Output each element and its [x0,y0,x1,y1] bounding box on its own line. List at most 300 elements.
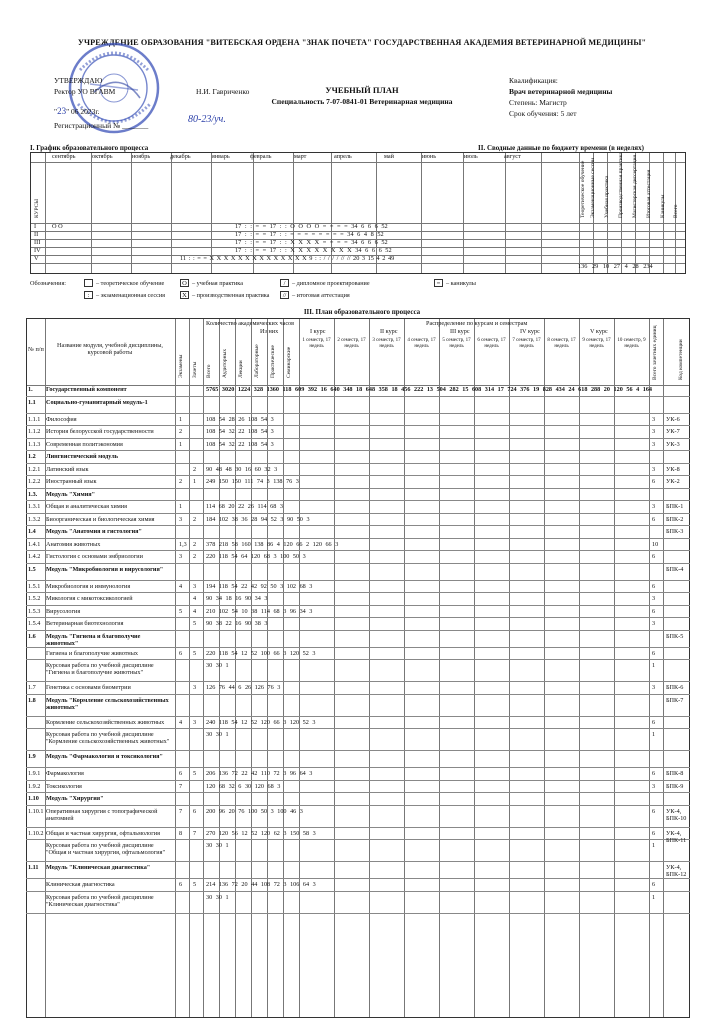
course-II: II [34,231,39,238]
row-code: БПК-8 [666,770,684,777]
row-zet: 1 [652,893,656,901]
row-exams: 3 [179,515,183,523]
plan-row [26,660,690,682]
month-oct: октябрь [92,153,113,160]
col-no: № п/п [28,346,44,353]
plan-row [26,464,690,477]
row-values: 90 38 22 16 90 38 3 [206,620,268,627]
plan-row [26,476,690,489]
row-zet: 6 [652,770,656,777]
col-distribution: Распределение по курсам и семестрам [426,320,528,327]
row-name: Модуль "Фармакология и токсикология" [46,753,163,760]
row-tests: 5 [193,881,197,888]
row-values: 90 48 48 30 16 60 32 3 [206,465,278,473]
row-name: Модуль "Гигиена и благополучие животных" [46,632,141,647]
row-values: 5765 3020 1224 328 1360 118 609 392 16 640 348 18 648 358 18 456 222 13 504 282 15 608 314 17 724 376 19 828 434 24 618 288 20 120 56 4 164 [206,386,653,393]
row-name: Государственный компонент [46,386,127,393]
month-sep: сентябрь [52,153,76,160]
month-dec: декабрь [170,153,191,160]
row-tests: 6 [193,807,197,815]
plan-row [26,631,690,648]
plan-rows [26,384,690,1018]
legend [30,278,690,302]
row-values: 30 30 1 [206,842,229,849]
row-values: 108 54 32 22 108 54 3 [206,440,274,448]
col-name: Название модуля, учебной дисциплины, курсовой работы [57,342,163,356]
sem-6: 6 семестр, 17 недель [477,338,506,349]
row-code: УК-6 [666,415,680,423]
budget-col-thesis: Магистерская диссертация [632,154,638,218]
row-no: 1.8 [28,696,36,704]
row-code: БПК-1 [666,503,684,510]
plan-row [26,514,690,527]
col-lect: Лекции [238,360,244,378]
row-tests: 4 [193,595,197,602]
plan-row [26,717,690,730]
row-name: Социально-гуманитарный модуль-1 [46,398,148,406]
row-zet: 1 [652,662,656,669]
row-no: 1.2.1 [28,465,41,473]
row-zet: 6 [652,807,656,815]
row-name: Модуль "Химия" [46,490,96,498]
row-exams: 7 [179,782,183,790]
course-V-tail: 11 : : = = Х Х Х Х Х Х Х Х Х Х Х Х Х Х 9 : : / / / / // // 20 3 15 4 2 49 [180,255,395,262]
section2-title: II. Сводные данные по бюджету времени (в неделях) [478,144,644,152]
row-tests: 3 [193,684,197,691]
row-no: 1.3.2 [28,515,41,523]
sem-5: 5 семестр, 17 недель [442,338,471,349]
row-values: 30 30 1 [206,731,229,738]
budget-col-holidays: Каникулы [660,194,666,218]
row-values: 200 96 20 76 100 50 3 100 46 3 [206,807,303,815]
row-no: 1.5.2 [28,595,41,602]
row-exams: 4 [179,582,183,590]
row-name: Токсикология [46,782,82,790]
qualification-value: Врач ветеринарной медицины [509,87,613,96]
plan-row [26,501,690,514]
row-name: Ветеринарная биотехнология [46,620,124,627]
row-zet: 3 [652,684,656,691]
row-name: Курсовая работа по учебной дисциплине "Кормление сельскохозяйственных животных" [46,731,170,745]
row-no: 1.3. [28,490,38,498]
row-name: История белорусской государственности [46,428,154,435]
row-tests: 3 [193,582,197,590]
plan-row [26,606,690,619]
plan-title: УЧЕБНЫЙ ПЛАН [325,85,399,95]
row-name: Общая и аналитическая химия [46,503,127,510]
plan-row [26,862,690,879]
legend-edu: – учебная практика [192,280,243,287]
plan-row [26,751,690,768]
plan-row [26,414,690,427]
row-exams: 1,3 [179,540,187,548]
legend-diploma: – дипломное проектирование [292,280,370,287]
row-name: Гигиена и благополучие животных [46,649,138,657]
row-zet: 6 [652,649,656,657]
row-exams: 5 [179,607,183,615]
row-code: БПК-3 [666,528,684,535]
row-name: Микология с микотоксикологией [46,595,133,602]
row-zet: 3 [652,595,656,602]
row-values: 270 120 56 12 52 120 62 3 150 58 3 [206,829,316,837]
plan-row [26,729,690,751]
plan-row [26,695,690,717]
plan-row [26,539,690,552]
legend-exam-box: : [84,291,93,299]
course-2: II курс [380,328,398,335]
row-zet: 10 [652,540,659,548]
row-name: Генетика с основами биометрии [46,684,131,691]
row-values: 210 102 54 10 38 114 68 3 96 34 3 [206,607,313,615]
month-nov: ноябрь [132,153,151,160]
budget-col-attestation: Итоговая аттестация [646,169,652,218]
sem-2: 2 семестр, 17 недель [337,338,366,349]
row-zet: 1 [652,731,656,738]
row-values: 220 118 54 64 120 68 3 100 50 3 [206,553,306,560]
registration-label: Регистрационный № _______ [54,121,149,130]
row-code: УК-7 [666,428,680,435]
row-tests: 2 [193,465,197,473]
row-values: 114 68 20 22 26 114 68 3 [206,503,283,510]
legend-exam: – экзаменационная сессия [96,292,165,299]
row-no: 1.1.1 [28,415,41,423]
row-name: Клиническая диагностика [46,881,115,888]
specialty: Специальность 7-07-0841-01 Ветеринарная медицина [271,97,453,106]
row-zet: 1 [652,842,656,849]
budget-col-prod-practice: Производственная практика [618,152,624,218]
row-no: 1.10.2 [28,829,44,837]
plan-header [26,318,690,384]
row-tests: 1 [193,478,197,485]
row-exams: 3 [179,553,183,560]
row-values: 108 54 28 26 108 54 3 [206,415,274,423]
plan-row [26,781,690,794]
row-no: 1.11 [28,864,39,871]
plan-row [26,451,690,464]
row-no: 1.3.1 [28,503,41,510]
plan-row [26,618,690,631]
courses-label: КУРСЫ [34,198,40,218]
row-no: 1.6 [28,632,36,640]
row-code: БПК-2 [666,515,684,523]
col-tests: Зачеты [192,361,198,378]
row-name: Курсовая работа по учебной дисциплине "Гигиена и благополучие животных" [46,662,154,676]
plan-row [26,397,690,414]
row-zet: 6 [652,607,656,615]
row-values: 220 118 54 12 52 100 66 3 120 52 3 [206,649,316,657]
course-IV-tail: 17 : : = = 17 : : Х Х Х Х Х Х Х Х 34 6 6 6 52 [235,247,392,254]
legend-prod-box: Х [180,291,189,299]
budget-headers [578,152,688,220]
row-zet: 3 [652,503,656,510]
row-zet: 3 [652,465,656,473]
row-name: Фармакология [46,770,84,777]
row-values: 378 218 58 160 138 86 4 120 66 2 120 66 3 [206,540,339,548]
row-name: Курсовая работа по учебной дисциплине "Общая и частная хирургия, офтальмология" [46,842,165,856]
row-exams: 4 [179,718,183,726]
row-exams: 7 [179,807,183,815]
row-tests: 4 [193,607,197,615]
row-code: УК-8 [666,465,680,473]
budget-total-row: 136 29 10 27 4 28 234 [578,263,653,270]
row-values: 194 118 54 22 42 92 50 3 102 68 3 [206,582,313,590]
row-no: 1.5.3 [28,607,41,615]
row-exams: 8 [179,829,183,837]
course-4: IV курс [520,328,540,335]
plan-row [26,682,690,695]
approve-date [54,107,99,116]
plan-row [26,439,690,452]
row-code: УК-2 [666,478,680,485]
legend-edu-box: О [180,279,189,287]
row-name: Оперативная хирургия с топографической анатомией [46,807,158,822]
course-I: I [34,223,37,230]
row-name: Модуль "Хирургия" [46,795,104,802]
plan-row [26,551,690,564]
row-values: 30 30 1 [206,893,229,901]
course-V: V [34,255,39,262]
plan-row [26,593,690,606]
row-tests: 2 [193,553,197,560]
month-may: май [384,153,394,160]
col-total: Всего [206,364,212,378]
section3-title: III. План образовательного процесса [303,308,421,316]
row-no: 1.5.1 [28,582,41,590]
course-5: V курс [590,328,608,335]
course-III-tail: 17 : : = = 17 : : Х Х Х Х = = = = 34 6 6 6 52 [235,239,388,246]
col-aud: Аудиторных [222,348,228,378]
month-mar: март [294,153,307,160]
sem-4: 4 семестр, 17 недель [407,338,436,349]
row-values: 30 30 1 [206,662,229,669]
row-tests: 5 [193,770,197,777]
row-name: Курсовая работа по учебной дисциплине "Клиническая диагностика" [46,893,154,908]
row-name: Вирусология [46,607,81,615]
sem-8: 8 семестр, 17 недель [547,338,576,349]
row-no: 1.9.1 [28,770,41,777]
month-jan: январь [212,153,230,160]
legend-holidays-box: = [434,279,443,287]
study-term: Срок обучения: 5 лет [509,109,577,118]
rector-label: Ректор УО ВГАВМ [54,87,116,96]
plan-row [26,879,690,892]
row-tests: 5 [193,649,197,657]
row-no: 1.2 [28,453,36,460]
row-exams: 2 [179,428,183,435]
row-no: 1. [28,386,33,393]
row-exams: 6 [179,770,183,777]
rector-name: Н.И. Гавриченко [196,87,250,96]
row-code: УК-4, БПК-11 [666,829,687,844]
legend-holidays: – каникулы [446,280,476,287]
row-code: БПК-6 [666,684,684,691]
row-no: 1.5.4 [28,620,41,627]
plan-row [26,828,690,844]
plan-row [26,768,690,781]
plan-row [26,892,690,914]
row-no: 1.4.2 [28,553,41,560]
col-sem: Семинарские [286,346,292,378]
sem-3: 3 семестр, 17 недель [372,338,401,349]
date-day: 23 [57,106,67,116]
legend-prod: – производственная практика [192,292,270,299]
course-I-marks: О О [52,223,63,230]
plan-row [26,840,690,862]
row-name: Модуль "Кормление сельскохозяйственных животных" [46,696,169,711]
row-no: 1.7 [28,684,36,691]
row-zet: 3 [652,782,656,790]
row-zet: 3 [652,440,656,448]
col-zet: Всего зачетных единиц [652,325,658,380]
sem-9: 9 семестр, 17 недель [582,338,611,349]
row-no: 1.5 [28,565,36,573]
legend-attest: – итоговая аттестация [292,292,350,299]
course-III: III [34,239,41,246]
row-zet: 3 [652,620,656,627]
degree: Степень: Магистр [509,98,567,107]
row-code: БПК-7 [666,696,684,704]
course-IV: IV [34,247,41,254]
row-values: 214 136 72 20 44 108 72 3 106 64 3 [206,881,316,888]
course-I-tail: 17 : : = = 17 : : О О О О = = = = 34 6 6 6 52 [235,223,388,230]
month-aug: август [504,153,521,160]
row-values: 108 54 32 22 108 54 3 [206,428,274,435]
qualification-label: Квалификация: [509,76,558,85]
date-prefix: " [54,107,58,116]
row-values: 206 136 72 22 42 110 72 3 96 64 3 [206,770,313,777]
legend-diploma-box: / [280,279,289,287]
row-name: Кормление сельскохозяйственных животных [46,718,165,726]
row-zet: 6 [652,881,656,888]
row-zet: 6 [652,829,656,837]
row-no: 1.9.2 [28,782,41,790]
row-exams: 6 [179,649,183,657]
course-II-tail: 17 : : = = 17 : : = = = = = = = = 34 6 4 8 52 [235,231,384,238]
sem-1: 1 семестр, 17 недель [302,338,331,349]
row-no: 1.10.1 [28,807,44,815]
row-name: Микробиология и иммунология [46,582,131,590]
row-values: 184 102 38 36 28 94 52 3 90 50 3 [206,515,310,523]
row-tests: 7 [193,829,197,837]
row-tests: 2 [193,515,197,523]
row-name: Модуль "Анатомия и гистология" [46,528,142,535]
row-code: УК-3 [666,440,680,448]
plan-row [26,564,690,581]
budget-col-total: Всего [673,204,679,218]
row-name: Иностранный язык [46,478,97,485]
course-3: III курс [450,328,470,335]
sem-7: 7 семестр, 17 недель [512,338,541,349]
plan-row [26,581,690,594]
months-row [44,152,584,162]
row-name: Общая и частная хирургия, офтальмология [46,829,160,837]
row-code: БПК-9 [666,782,684,790]
row-name: Латинский язык [46,465,89,473]
row-zet: 6 [652,582,656,590]
row-zet: 6 [652,515,656,523]
row-name: Философия [46,415,77,423]
row-exams: 6 [179,881,183,888]
plan-row [26,806,690,828]
date-rest: " 06 2023г. [66,107,100,116]
row-exams: 1 [179,415,183,423]
row-zet: 3 [652,415,656,423]
row-tests: 3 [193,718,197,726]
plan-row [26,793,690,806]
row-no: 1.4.1 [28,540,41,548]
row-no: 1.2.2 [28,478,41,485]
budget-col-exams: Экзаменационные сессии [590,157,596,218]
col-exams: Экзамены [178,354,184,378]
row-code: БПК-4 [666,565,684,573]
row-no: 1.1 [28,398,36,406]
month-feb: февраль [250,153,272,160]
legend-label: Обозначения: [30,280,67,287]
month-jul: июль [464,153,478,160]
section1-title: I. График образовательного процесса [30,144,149,152]
row-no: 1.4 [28,528,36,535]
row-no: 1.1.3 [28,440,41,448]
sem-10: 10 семестр, 9 недель [617,338,646,349]
row-values: 90 34 18 16 90 34 3 [206,595,268,602]
row-code: БПК-5 [666,632,684,640]
row-no: 1.10 [28,795,39,802]
plan-row [26,384,690,397]
col-lab: Лабораторные [254,344,260,378]
legend-attest-box: // [280,291,289,299]
month-apr: апрель [334,153,352,160]
col-hours-sub: Из них [260,328,279,335]
row-no: 1.9 [28,753,36,760]
row-name: Анатомия животных [46,540,101,548]
row-zet: 3 [652,428,656,435]
row-zet: 6 [652,553,656,560]
row-name: Модуль "Микробиология и вирусология" [46,565,164,573]
row-name: Биоорганическая и биологическая химия [46,515,155,523]
row-name: Гистология с основами эмбриологии [46,553,143,560]
col-pract: Практические [270,345,276,378]
budget-col-theory: Теоретическое обучение [580,160,586,218]
row-zet: 6 [652,478,656,485]
row-code: УК-4, БПК-12 [666,864,687,878]
row-zet: 6 [652,718,656,726]
legend-theory-box [84,279,93,287]
row-name: Современная политэкономия [46,440,123,448]
row-values: 240 118 54 12 52 120 66 3 120 52 3 [206,718,316,726]
course-1: I курс [310,328,326,335]
month-jun: июнь [422,153,437,160]
budget-col-edu-practice: Учебная практика [604,175,610,218]
row-name: Лингвистический модуль [46,453,118,460]
col-code: Код компетенции [678,339,684,380]
approve-label: УТВЕРЖДАЮ [54,76,103,85]
plan-row [26,648,690,661]
plan-row [26,426,690,439]
plan-row [26,526,690,539]
row-tests: 5 [193,620,197,627]
row-no: 1.1.2 [28,428,41,435]
row-name: Модуль "Клиническая диагностика" [46,864,151,871]
registration-number: 80-23/уч. [188,114,226,125]
row-exams: 1 [179,503,183,510]
row-values: 120 68 32 6 30 120 68 3 [206,782,281,790]
row-exams: 2 [179,478,183,485]
row-values: 249 150 150 111 74 3 138 76 3 [206,478,299,485]
row-code: УК-4, БПК-10 [666,807,687,822]
row-exams: 1 [179,440,183,448]
legend-theory: – теоретическое обучение [96,280,165,287]
institution-title: УЧРЕЖДЕНИЕ ОБРАЗОВАНИЯ "ВИТЕБСКАЯ ОРДЕНА "ЗНАК ПОЧЕТА" ГОСУДАРСТВЕННАЯ АКАДЕМИЯ ВЕТЕРИНАРНОЙ МЕДИЦИНЫ" [77,38,647,47]
